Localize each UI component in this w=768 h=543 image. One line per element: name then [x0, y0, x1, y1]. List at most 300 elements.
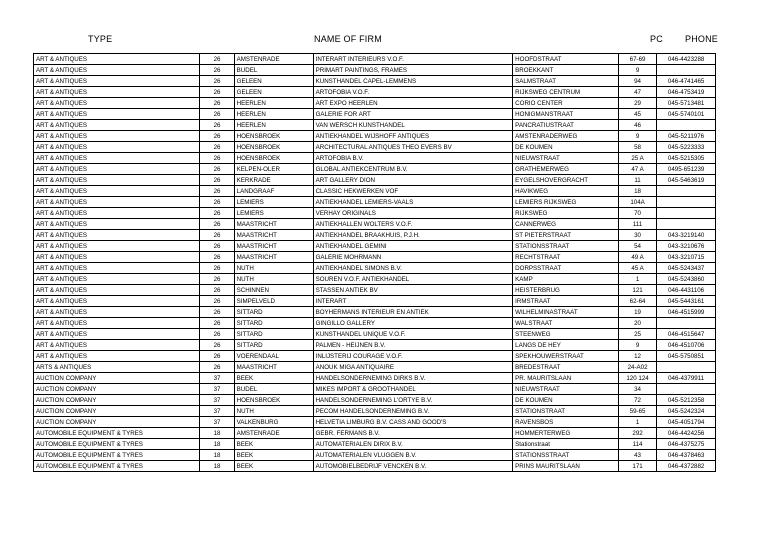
table-row [34, 461, 716, 472]
table-row [34, 329, 716, 340]
code-cell: 26 [200, 241, 234, 252]
table-row [34, 186, 716, 197]
house-number-cell: 104A [618, 197, 656, 208]
code-cell: 26 [200, 296, 234, 307]
phone-cell [657, 384, 716, 395]
firm-name-cell: ART EXPO HEERLEN [313, 98, 513, 109]
phone-cell [657, 318, 716, 329]
city-cell: AMSTENRADE [234, 428, 313, 439]
house-number-cell: 67-69 [618, 54, 656, 65]
phone-cell: 046-4753419 [657, 87, 716, 98]
city-cell: BEEK [234, 461, 313, 472]
phone-cell: 046-4515999 [657, 307, 716, 318]
city-cell: KELPEN-OLER [234, 164, 313, 175]
firm-table [33, 53, 716, 472]
type-cell: ART & ANTIQUES [34, 87, 200, 98]
type-cell: ART & ANTIQUES [34, 241, 200, 252]
type-cell: ART & ANTIQUES [34, 219, 200, 230]
table-row [34, 98, 716, 109]
house-number-cell: 12 [618, 351, 656, 362]
firm-name-cell: PECOM HANDELSONDERNEMING B.V. [313, 406, 513, 417]
code-cell: 18 [200, 428, 234, 439]
code-cell: 26 [200, 120, 234, 131]
code-cell: 26 [200, 208, 234, 219]
street-cell: Stationstraat [513, 439, 619, 450]
house-number-cell: 114 [618, 439, 656, 450]
house-number-cell: 25 A [618, 153, 656, 164]
type-cell: ART & ANTIQUES [34, 54, 200, 65]
city-cell: HEERLEN [234, 109, 313, 120]
table-row [34, 252, 716, 263]
city-cell: BEEK [234, 373, 313, 384]
city-cell: MAASTRICHT [234, 230, 313, 241]
table-row [34, 65, 716, 76]
phone-cell: 045-5211976 [657, 131, 716, 142]
phone-cell: 0495-651239 [657, 164, 716, 175]
city-cell: NUTH [234, 263, 313, 274]
city-cell: BUDEL [234, 65, 313, 76]
house-number-cell: 9 [618, 131, 656, 142]
code-cell: 26 [200, 219, 234, 230]
house-number-cell: 29 [618, 98, 656, 109]
firm-name-cell: AUTOMOBIELBEDRIJF VENCKEN B.V. [313, 461, 513, 472]
street-cell: NIEUWSTRAAT [513, 384, 619, 395]
street-cell: SPEKHOUWERSTRAAT [513, 351, 619, 362]
table-row [34, 230, 716, 241]
phone-cell: 046-4515647 [657, 329, 716, 340]
table-row [34, 142, 716, 153]
phone-cell: 046-4431106 [657, 285, 716, 296]
firm-name-cell: ANTIEKHANDEL GEMINI [313, 241, 513, 252]
city-cell: AMSTENRADE [234, 54, 313, 65]
firm-name-cell: ARCHITECTURAL ANTIQUES THEO EVERS BV [313, 142, 513, 153]
table-row [34, 76, 716, 87]
street-cell: HEISTERBRUG [513, 285, 619, 296]
firm-name-cell: AUTOMATERIALEN DIRIX B.V. [313, 439, 513, 450]
type-cell: ART & ANTIQUES [34, 120, 200, 131]
city-cell: HEERLEN [234, 120, 313, 131]
firm-name-cell: KUNSTHANDEL CAPEL-LEMMENS [313, 76, 513, 87]
house-number-cell: 34 [618, 384, 656, 395]
city-cell: HEERLEN [234, 98, 313, 109]
code-cell: 26 [200, 230, 234, 241]
city-cell: HOENSBROEK [234, 395, 313, 406]
code-cell: 26 [200, 76, 234, 87]
house-number-cell: 45 A [618, 263, 656, 274]
firm-name-cell: INTERART INTERIEURS V.O.F. [313, 54, 513, 65]
phone-cell: 046-4378463 [657, 450, 716, 461]
phone-cell: 045-5223333 [657, 142, 716, 153]
phone-cell: 045-5243437 [657, 263, 716, 274]
street-cell: EYGELSHOVERGRACHT [513, 175, 619, 186]
firm-name-cell: GEBR. FERMANS B.V. [313, 428, 513, 439]
firm-name-cell: ARTOFOBIA B.V. [313, 153, 513, 164]
type-cell: AUCTION COMPANY [34, 384, 200, 395]
phone-cell: 045-5242324 [657, 406, 716, 417]
table-row [34, 197, 716, 208]
code-cell: 37 [200, 373, 234, 384]
type-cell: ART & ANTIQUES [34, 340, 200, 351]
street-cell: LEMIERS RIJKSWEG [513, 197, 619, 208]
table-row [34, 54, 716, 65]
firm-name-cell: VAN WERSCH KUNSTHANDEL [313, 120, 513, 131]
house-number-cell: 46 [618, 120, 656, 131]
street-cell: AMSTENRADERWEG [513, 131, 619, 142]
house-number-cell: 30 [618, 230, 656, 241]
table-row [34, 296, 716, 307]
code-cell: 26 [200, 131, 234, 142]
table-row [34, 307, 716, 318]
city-cell: GELEEN [234, 76, 313, 87]
street-cell: GRATHEMERWEG [513, 164, 619, 175]
code-cell: 26 [200, 274, 234, 285]
house-number-cell: 94 [618, 76, 656, 87]
type-cell: ART & ANTIQUES [34, 142, 200, 153]
code-cell: 37 [200, 395, 234, 406]
house-number-cell: 11 [618, 175, 656, 186]
type-cell: ART & ANTIQUES [34, 197, 200, 208]
code-cell: 18 [200, 439, 234, 450]
code-cell: 26 [200, 142, 234, 153]
phone-cell: 045-4051794 [657, 417, 716, 428]
street-cell: BROEKKANT [513, 65, 619, 76]
firm-name-cell: ART GALLERY DION [313, 175, 513, 186]
firm-name-cell: SOUREN V.O.F. ANTIEKHANDEL [313, 274, 513, 285]
city-cell: SCHINNEN [234, 285, 313, 296]
firm-name-cell: GALERIE FOR ART [313, 109, 513, 120]
firm-name-cell: HELVETIA LIMBURG B.V. CASS AND GOOD'S [313, 417, 513, 428]
city-cell: KERKRADE [234, 175, 313, 186]
code-cell: 26 [200, 307, 234, 318]
street-cell: STATIONSTRAAT [513, 406, 619, 417]
firm-name-cell: ARTOFOBIA V.O.F. [313, 87, 513, 98]
code-cell: 26 [200, 340, 234, 351]
table-row [34, 120, 716, 131]
phone-cell: 045-5243860 [657, 274, 716, 285]
phone-cell: 046-4379911 [657, 373, 716, 384]
table-row [34, 241, 716, 252]
code-cell: 26 [200, 98, 234, 109]
firm-name-cell: GINGILLO GALLERY [313, 318, 513, 329]
city-cell: SITTARD [234, 329, 313, 340]
city-cell: MAASTRICHT [234, 252, 313, 263]
phone-cell [657, 186, 716, 197]
street-cell: DE KOUMEN [513, 142, 619, 153]
header-name-of-firm: NAME OF FIRM [314, 34, 382, 44]
house-number-cell: 72 [618, 395, 656, 406]
city-cell: HOENSBROEK [234, 142, 313, 153]
type-cell: AUTOMOBILE EQUIPMENT & TYRES [34, 439, 200, 450]
firm-name-cell: BOYHERMANS INTERIEUR EN ANTIEK [313, 307, 513, 318]
table-row [34, 428, 716, 439]
house-number-cell: 1 [618, 274, 656, 285]
house-number-cell: 20 [618, 318, 656, 329]
table-row [34, 384, 716, 395]
type-cell: ART & ANTIQUES [34, 131, 200, 142]
type-cell: ART & ANTIQUES [34, 230, 200, 241]
code-cell: 26 [200, 285, 234, 296]
street-cell: PANCRATIUSTRAAT [513, 120, 619, 131]
firm-name-cell: ANTIEKHANDEL BRAAKHUIS, P.J.H. [313, 230, 513, 241]
firm-name-cell: AUTOMATERIALEN VLUGGEN B.V. [313, 450, 513, 461]
header-phone: PHONE [685, 34, 719, 44]
code-cell: 37 [200, 384, 234, 395]
phone-cell: 046-4372882 [657, 461, 716, 472]
type-cell: ART & ANTIQUES [34, 98, 200, 109]
type-cell: ART & ANTIQUES [34, 263, 200, 274]
type-cell: ART & ANTIQUES [34, 76, 200, 87]
table-row [34, 131, 716, 142]
house-number-cell: 120 124 [618, 373, 656, 384]
table-row [34, 109, 716, 120]
type-cell: AUTOMOBILE EQUIPMENT & TYRES [34, 450, 200, 461]
firm-name-cell: MIKES IMPORT & GROOTHANDEL [313, 384, 513, 395]
house-number-cell: 171 [618, 461, 656, 472]
street-cell: STATIONSSTRAAT [513, 450, 619, 461]
table-row [34, 351, 716, 362]
house-number-cell: 1 [618, 417, 656, 428]
house-number-cell: 121 [618, 285, 656, 296]
type-cell: ART & ANTIQUES [34, 175, 200, 186]
type-cell: ART & ANTIQUES [34, 65, 200, 76]
type-cell: ART & ANTIQUES [34, 109, 200, 120]
street-cell: WILHELMINASTRAAT [513, 307, 619, 318]
phone-cell: 043-3219140 [657, 230, 716, 241]
street-cell: RAVENSBOS [513, 417, 619, 428]
code-cell: 26 [200, 153, 234, 164]
street-cell: KAMP [513, 274, 619, 285]
phone-cell [657, 120, 716, 131]
city-cell: MAASTRICHT [234, 219, 313, 230]
city-cell: BUDEL [234, 384, 313, 395]
type-cell: ART & ANTIQUES [34, 153, 200, 164]
phone-cell: 045-5212358 [657, 395, 716, 406]
code-cell: 26 [200, 197, 234, 208]
code-cell: 26 [200, 65, 234, 76]
type-cell: ART & ANTIQUES [34, 186, 200, 197]
code-cell: 26 [200, 109, 234, 120]
city-cell: BEEK [234, 450, 313, 461]
firm-name-cell: ANTIEKHALLEN WOLTERS V.O.F. [313, 219, 513, 230]
type-cell: ART & ANTIQUES [34, 252, 200, 263]
table-row [34, 373, 716, 384]
house-number-cell: 47 [618, 87, 656, 98]
firm-name-cell: KUNSTHANDEL UNIQUE V.O.F. [313, 329, 513, 340]
code-cell: 26 [200, 318, 234, 329]
firm-name-cell: INLIJSTERIJ COURAGE V.O.F. [313, 351, 513, 362]
type-cell: ART & ANTIQUES [34, 208, 200, 219]
type-cell: ART & ANTIQUES [34, 318, 200, 329]
table-row [34, 439, 716, 450]
house-number-cell: 54 [618, 241, 656, 252]
table-row [34, 340, 716, 351]
phone-cell: 046-4741465 [657, 76, 716, 87]
type-cell: ART & ANTIQUES [34, 307, 200, 318]
house-number-cell: 59-65 [618, 406, 656, 417]
code-cell: 26 [200, 362, 234, 373]
house-number-cell: 18 [618, 186, 656, 197]
phone-cell: 043-3210676 [657, 241, 716, 252]
code-cell: 26 [200, 164, 234, 175]
firm-name-cell: ANTIEKHANDEL LEMIERS-VAALS [313, 197, 513, 208]
table-row [34, 417, 716, 428]
street-cell: LANGS DE HEY [513, 340, 619, 351]
city-cell: VALKENBURG [234, 417, 313, 428]
table-row [34, 175, 716, 186]
city-cell: GELEEN [234, 87, 313, 98]
street-cell: STATIONSSTRAAT [513, 241, 619, 252]
table-row [34, 87, 716, 98]
street-cell: RIJKSWEG [513, 208, 619, 219]
phone-cell: 043-3210715 [657, 252, 716, 263]
type-cell: ART & ANTIQUES [34, 351, 200, 362]
house-number-cell: 25 [618, 329, 656, 340]
street-cell: CORIO CENTER [513, 98, 619, 109]
city-cell: SITTARD [234, 318, 313, 329]
city-cell: LANDGRAAF [234, 186, 313, 197]
code-cell: 37 [200, 406, 234, 417]
header-type: TYPE [88, 34, 113, 44]
street-cell: WALSTRAAT [513, 318, 619, 329]
house-number-cell: 43 [618, 450, 656, 461]
phone-cell: 045-5713481 [657, 98, 716, 109]
firm-name-cell: CLASSIC HEKWERKEN VOF [313, 186, 513, 197]
type-cell: ART & ANTIQUES [34, 296, 200, 307]
house-number-cell: 9 [618, 340, 656, 351]
phone-cell: 045-5443161 [657, 296, 716, 307]
code-cell: 18 [200, 461, 234, 472]
code-cell: 26 [200, 175, 234, 186]
table-row [34, 450, 716, 461]
city-cell: SITTARD [234, 307, 313, 318]
table-row [34, 406, 716, 417]
phone-cell [657, 197, 716, 208]
street-cell: RIJKSWEG CENTRUM [513, 87, 619, 98]
type-cell: AUCTION COMPANY [34, 373, 200, 384]
street-cell: RECHTSTRAAT [513, 252, 619, 263]
street-cell: NIEUWSTRAAT [513, 153, 619, 164]
phone-cell: 046-4424256 [657, 428, 716, 439]
firm-name-cell: VERHAY ORIGINALS [313, 208, 513, 219]
house-number-cell: 19 [618, 307, 656, 318]
house-number-cell: 24-A02 [618, 362, 656, 373]
table-row [34, 219, 716, 230]
firm-name-cell: GALERIE MOHRMANN [313, 252, 513, 263]
street-cell: ST PIETERSTRAAT [513, 230, 619, 241]
code-cell: 26 [200, 54, 234, 65]
table-row [34, 285, 716, 296]
code-cell: 37 [200, 417, 234, 428]
table-row [34, 208, 716, 219]
phone-cell: 045-5750851 [657, 351, 716, 362]
code-cell: 26 [200, 87, 234, 98]
table-row [34, 263, 716, 274]
street-cell: CANNERWEG [513, 219, 619, 230]
type-cell: ART & ANTIQUES [34, 164, 200, 175]
city-cell: LEMIERS [234, 197, 313, 208]
phone-cell: 045-5740101 [657, 109, 716, 120]
city-cell: HOENSBROEK [234, 153, 313, 164]
phone-cell: 046-4375275 [657, 439, 716, 450]
street-cell: PRINS MAURITSLAAN [513, 461, 619, 472]
phone-cell [657, 362, 716, 373]
firm-name-cell: HANDELSONDERNEMING DIRKS B.V. [313, 373, 513, 384]
city-cell: MAASTRICHT [234, 362, 313, 373]
street-cell: HOMMERTERWEG [513, 428, 619, 439]
house-number-cell: 45 [618, 109, 656, 120]
table-row [34, 274, 716, 285]
city-cell: SITTARD [234, 340, 313, 351]
street-cell: DORPSSTRAAT [513, 263, 619, 274]
house-number-cell: 49 A [618, 252, 656, 263]
code-cell: 26 [200, 351, 234, 362]
city-cell: NUTH [234, 406, 313, 417]
code-cell: 26 [200, 186, 234, 197]
firm-name-cell: ANTIEKHANDEL SIMONS B.V. [313, 263, 513, 274]
street-cell: HONIGMANSTRAAT [513, 109, 619, 120]
type-cell: ART & ANTIQUES [34, 329, 200, 340]
firm-name-cell: ANTIEKHANDEL WIJSHOFF ANTIQUES [313, 131, 513, 142]
code-cell: 18 [200, 450, 234, 461]
type-cell: ART & ANTIQUES [34, 285, 200, 296]
code-cell: 26 [200, 329, 234, 340]
code-cell: 26 [200, 252, 234, 263]
house-number-cell: 70 [618, 208, 656, 219]
city-cell: BEEK [234, 439, 313, 450]
table-row [34, 153, 716, 164]
firm-name-cell: HANDELSONDERNEMING L'ORTYE B.V. [313, 395, 513, 406]
house-number-cell: 292 [618, 428, 656, 439]
firm-name-cell: PALMEN - HEIJNEN B.V. [313, 340, 513, 351]
type-cell: ART & ANTIQUES [34, 274, 200, 285]
phone-cell: 046-4423288 [657, 54, 716, 65]
street-cell: HOOFDSTRAAT [513, 54, 619, 65]
street-cell: BREDESTRAAT [513, 362, 619, 373]
table-row [34, 318, 716, 329]
city-cell: HOENSBROEK [234, 131, 313, 142]
firm-name-cell: ANOUK MIGA ANTIQUAIRE [313, 362, 513, 373]
house-number-cell: 9 [618, 65, 656, 76]
firm-name-cell: PRIMART PAINTINGS, FRAMES [313, 65, 513, 76]
city-cell: NUTH [234, 274, 313, 285]
header-pc: PC [650, 34, 663, 44]
phone-cell: 045-5463619 [657, 175, 716, 186]
city-cell: LEMIERS [234, 208, 313, 219]
code-cell: 26 [200, 263, 234, 274]
firm-name-cell: INTERART [313, 296, 513, 307]
firm-name-cell: STASSEN ANTIEK BV [313, 285, 513, 296]
house-number-cell: 111 [618, 219, 656, 230]
phone-cell [657, 219, 716, 230]
phone-cell [657, 208, 716, 219]
phone-cell: 046-4510706 [657, 340, 716, 351]
table-row [34, 164, 716, 175]
type-cell: AUCTION COMPANY [34, 395, 200, 406]
street-cell: DE KOUMEN [513, 395, 619, 406]
type-cell: AUCTION COMPANY [34, 406, 200, 417]
phone-cell: 045-5215305 [657, 153, 716, 164]
street-cell: SALMSTRAAT [513, 76, 619, 87]
city-cell: SIMPELVELD [234, 296, 313, 307]
city-cell: VOERENDAAL [234, 351, 313, 362]
street-cell: STEENWEG [513, 329, 619, 340]
phone-cell [657, 65, 716, 76]
street-cell: PR. MAURITSLAAN [513, 373, 619, 384]
type-cell: AUTOMOBILE EQUIPMENT & TYRES [34, 428, 200, 439]
table-row [34, 395, 716, 406]
table-row [34, 362, 716, 373]
house-number-cell: 62-64 [618, 296, 656, 307]
